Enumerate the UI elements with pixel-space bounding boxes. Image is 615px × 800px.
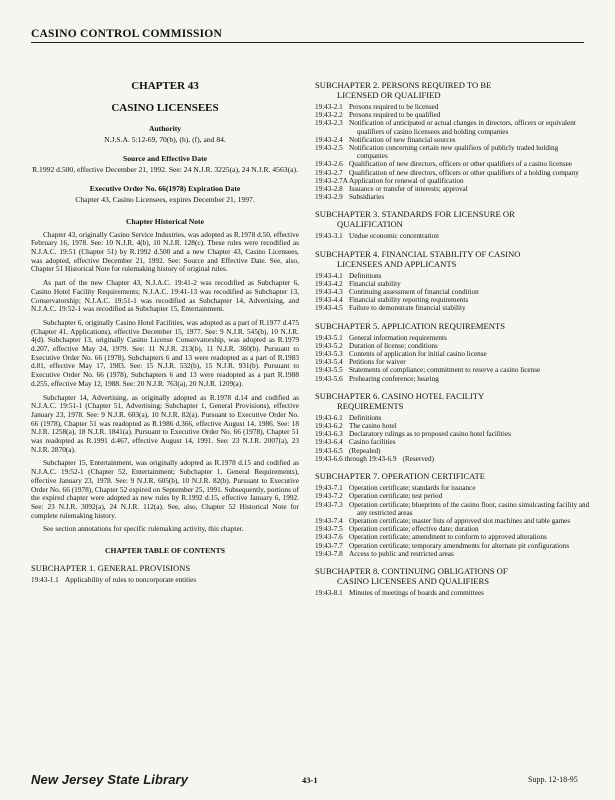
section-list [315, 589, 590, 597]
expiration-heading: Executive Order No. 66(1978) Expiration Date [89, 184, 241, 194]
section-row [315, 525, 590, 533]
section-number: 19:43-7.8 [315, 549, 343, 558]
section-row [315, 232, 590, 240]
section-row [315, 119, 590, 135]
section-number: 19:43-2.4 [315, 135, 343, 144]
subchapter-heading-line: SUBCHAPTER 3. STANDARDS FOR LICENSURE OR [315, 209, 515, 220]
section-row [315, 342, 590, 350]
subchapter-heading: SUBCHAPTER 1. GENERAL PROVISIONS [31, 563, 191, 574]
section-title: (Reserved) [402, 454, 434, 463]
section-title: (Repealed) [349, 446, 381, 455]
section-number: 19:43-4.3 [315, 288, 343, 297]
authority-heading: Authority [148, 124, 182, 133]
section-row [315, 550, 590, 558]
section-number: 19:43-1.1 [31, 576, 59, 585]
section-title: Access to public and restricted areas [349, 549, 454, 558]
source-heading: Source and Effective Date [122, 154, 207, 164]
section-title: Continuing assessment of financial condition [349, 288, 479, 297]
expiration-text: Chapter 43, Casino Licensees, expires December 21, 1997. [75, 195, 255, 205]
section-row [315, 350, 590, 358]
section-title: Duration of license; conditions [349, 341, 438, 350]
section-title: Persons required to be qualified [349, 111, 441, 120]
section-row [315, 136, 590, 144]
subchapter-heading [315, 321, 590, 331]
library-stamp: New Jersey State Library [31, 772, 189, 787]
subchapter-heading [315, 209, 590, 229]
left-column [31, 74, 299, 584]
section-row [315, 358, 590, 366]
section-number: 19:43-5.6 [315, 374, 343, 383]
section-title: Applicability of rules to noncorporate entities [65, 576, 197, 585]
section-row [315, 177, 590, 185]
subchapter-heading-line: SUBCHAPTER 5. APPLICATION REQUIREMENTS [315, 320, 506, 331]
section-title: Minutes of meetings of boards and committees [349, 588, 484, 597]
section-row [315, 517, 590, 525]
section-title: Operation certificate; master lists of approved slot machines and table games [349, 516, 571, 525]
subchapter-heading-line: REQUIREMENTS [337, 400, 404, 411]
section-row [315, 375, 590, 383]
section-number: 19:43-2.9 [315, 193, 343, 202]
section-title: Operation certificate; temporary amendments for alternate pit configurations [349, 541, 570, 550]
section-title: Undue economic concentration [349, 232, 439, 241]
historical-paragraph: Subchapter 15, Entertainment, was originally adopted as R.1978 d.15 and codified as N.J.A.C. 19:52-1 (Chapter 52, Entertainment; Subchapter 1, General Requirements), effective January 23, 1978. See: 9 N.J.R. 605(b), 10 N.J.R. 82(b). Pursuant to Executive Order No. 66 (1978), Chapter 52 expired on September 25, 1991. Subsequently, portions of the expired chapter were adopted as new rules by R.1992 d.15, effective January 6, 1992. See: 23 N.J.R. 3092(a), 24 N.J.R. 112(a). See, also, Chapter 52 Historical Note for complete rulemaking history. [31, 458, 299, 520]
subchapter-heading-line: SUBCHAPTER 4. FINANCIAL STABILITY OF CASINO [315, 248, 521, 259]
subchapter-heading-line: LICENSED OR QUALIFIED [337, 90, 441, 100]
subchapter-heading-line: SUBCHAPTER 2. PERSONS REQUIRED TO BE [315, 80, 492, 90]
section-title: Financial stability reporting requirements [349, 296, 469, 305]
section-list [315, 103, 590, 201]
section-row [315, 438, 590, 446]
section-number: 19:43-7.4 [315, 516, 343, 525]
section-number: 19:43-7.6 [315, 533, 343, 542]
section-title: Subsidiaries [349, 193, 385, 202]
section-row [315, 447, 590, 455]
section-row [315, 455, 590, 463]
section-number: 19:43-7.7 [315, 541, 343, 550]
section-row [315, 334, 590, 342]
section-title: Petitions for waiver [349, 358, 406, 367]
section-list [315, 334, 590, 383]
section-number: 19:43-2.5 [315, 144, 343, 153]
section-number: 19:43-4.1 [315, 271, 343, 280]
section-number: 19:43-2.8 [315, 185, 343, 194]
section-number: 19:43-5.1 [315, 333, 343, 342]
section-number: 19:43-4.4 [315, 296, 343, 305]
section-list [315, 232, 590, 240]
section-title: Definitions [349, 413, 382, 422]
section-list [315, 272, 590, 313]
historical-paragraph: Chapter 43, originally Casino Service Industries, was adopted as R.1978 d.50, effective February 16, 1978. See: 10 N.J.R. 4(b), 10 N.J.R. 128(c). These rules were recodified as N.J.A.C. 19:51 (Chapter 51) by R.1992 d.500 and a new Chapter 43, Casino Licensees, was adopted, effective December 21, 1992. See: Source and Effective Date. See, also, Chapter 51 Historical Note for rulemaking history of original rules. [31, 229, 299, 274]
section-row [31, 576, 299, 584]
historical-paragraph: Subchapter 14, Advertising, as originally adopted as R.1978 d.14 and codified as N.J.A.C. 19:51-1 (Chapter 51, Advertising; Subchapter 1, General Provisions), effective January 23, 1978. See: 9 N.J.R. 603(a), 10 N.J.R. 82(a). Pursuant to Executive Order No. 66 (1978), Chapter 51 was readopted as R.1986 d.366, effective August 14, 1986. See: 18 N.J.R. 1258(a), 18 N.J.R. 1841(a). Pursuant to Executive Order No. 66 (1978), Chapter 51 was readopted as R.1991 d.467, effective August 14, 1991. See: 23 N.J.R. 2007(a), 23 N.J.R. 2870(a). [31, 392, 299, 454]
section-number: 19:43-6.5 [315, 446, 343, 455]
section-title: Notification of new financial sources [349, 135, 456, 144]
subchapter-heading-line: SUBCHAPTER 6. CASINO HOTEL FACILITY [315, 390, 485, 401]
subchapter-heading-line: QUALIFICATION [337, 219, 403, 230]
historical-paragraph: As part of the new Chapter 43, N.J.A.C. 19:41-2 was recodified as Subchapter 6, Casino Hotel Facility Requirements; N.J.A.C. 19:41-13 was recodified as Subchapter 13, Conservatorship; N.J.A.C. 19:51-1 was recodified as Subchapter 14, Advertising, and N.J.A.C. 19:52-1 was recodified as Subchapter 15, Entertainment. [31, 278, 299, 314]
section-title: Prehearing conference; hearing [349, 374, 439, 383]
authority-text: N.J.S.A. 5:12-69, 70(b), (h), (f), and 84. [104, 135, 226, 144]
section-row [315, 484, 590, 492]
section-title: Application for renewal of qualification [349, 176, 464, 185]
subchapter-heading-line: LICENSEES AND APPLICANTS [337, 258, 457, 269]
section-row [315, 111, 590, 119]
section-title: Operation certificate; amendment to conform to approved alterations [349, 533, 547, 542]
section-row [315, 160, 590, 168]
section-title: Operation certificate; test period [349, 492, 443, 501]
section-title: Issuance or transfer of interests; approval [349, 185, 468, 194]
section-row [315, 492, 590, 500]
section-title: General information requirements [349, 333, 447, 342]
section-number: 19:43-6.3 [315, 430, 343, 439]
section-title: Declaratory rulings as to proposed casino hotel facilities [349, 430, 511, 439]
section-number: 19:43-5.2 [315, 341, 343, 350]
historical-note-heading: Chapter Historical Note [126, 216, 204, 226]
subchapter-heading [315, 566, 590, 586]
subchapter-heading-line: SUBCHAPTER 7. OPERATION CERTIFICATE [315, 471, 485, 482]
section-title: Statements of compliance; commitment to reserve a casino license [349, 366, 541, 375]
section-number: 19:43-4.5 [315, 304, 343, 313]
subchapter-heading [315, 249, 590, 269]
section-row [315, 589, 590, 597]
section-row [315, 542, 590, 550]
section-row [315, 501, 590, 517]
section-row [315, 280, 590, 288]
section-number: 19:43-2.7 [315, 168, 343, 177]
subchapter-heading [315, 391, 590, 411]
section-number: 19:43-2.7A [315, 176, 348, 185]
section-title: Casino facilities [349, 438, 396, 447]
section-number: 19:43-5.5 [315, 366, 343, 375]
section-number: 19:43-7.3 [315, 500, 343, 509]
section-list [31, 576, 299, 584]
section-title: Operation certificate; effective date; duration [349, 525, 479, 534]
section-title: Qualification of new directors, officers or other qualifiers of a holding company [349, 168, 579, 177]
section-number: 19:43-6.1 [315, 413, 343, 422]
section-row [315, 422, 590, 430]
source-text: R.1992 d.500, effective December 21, 1992. See: 24 N.J.R. 3225(a), 24 N.J.R. 4563(a). [32, 165, 298, 175]
section-number: 19:43-7.1 [315, 484, 343, 493]
section-row [315, 103, 590, 111]
supplement-date: Supp. 12-18-95 [528, 775, 578, 784]
running-head: CASINO CONTROL COMMISSION [31, 28, 584, 43]
section-title: Notification of anticipated or actual changes in directors, officers or equivalent qualifiers of casino licensees and holding companies [349, 119, 576, 136]
right-column [315, 74, 590, 597]
historical-paragraph: Subchapter 6, originally Casino Hotel Facilities, was adopted as a part of R.1977 d.475 (Chapter 41, Applications), effective December 15, 1977. See: 9 N.J.R. 545(b), 10 N.J.R. 4(d). Subchapter 13, originally Casino License Conservatorship, was adopted as R.1979 d.207, effective May 24, 1979. See: 11 N.J.R. 213(b), 11 N.J.R. 360(b). Pursuant to Executive Order No. 66 (1978), Subchapters 6 and 13 were readopted as a part of R.1983 d.81, effective May 17, 1983. See: 15 N.J.R. 532(b), 15 N.J.R. 931(b). Pursuant to Executive Order No. 66 (1978), Subchapters 6 and 13 were readopted as a part R.1988 d.255, effective May 12, 1988. See: 20 N.J.R. 763(a), 20 N.J.R. 1209(a). [31, 317, 299, 388]
section-number: 19:43-5.3 [315, 350, 343, 359]
section-number: 19:43-5.4 [315, 358, 343, 367]
section-title: Financial stability [349, 279, 401, 288]
section-row [315, 430, 590, 438]
section-number: 19:43-2.6 [315, 160, 343, 169]
historical-paragraph: See section annotations for specific rulemaking activity, this chapter. [43, 524, 244, 534]
section-number: 19:43-8.1 [315, 588, 343, 597]
section-number: 19:43-2.3 [315, 119, 343, 128]
section-title: Qualification of new directors, officers or other qualifiers of a casino licensee [349, 160, 572, 169]
chapter-title: CASINO LICENSEES [111, 102, 219, 114]
subchapter-heading [315, 80, 590, 100]
section-title: Failure to demonstrate financial stability [349, 304, 466, 313]
section-row [315, 185, 590, 193]
page-number: 43-1 [302, 775, 318, 785]
section-row [315, 296, 590, 304]
section-title: Contents of application for initial casino license [349, 350, 487, 359]
section-row [315, 272, 590, 280]
section-row [315, 533, 590, 541]
section-row [315, 304, 590, 312]
section-title: Notification concerning certain new qualifiers of publicly traded holding companies [349, 144, 559, 161]
section-number: 19:43-4.2 [315, 279, 343, 288]
section-row [315, 169, 590, 177]
subchapter-heading-line: SUBCHAPTER 8. CONTINUING OBLIGATIONS OF [315, 565, 508, 576]
section-number: 19:43-2.1 [315, 103, 343, 111]
section-number: 19:43-6.6 through 19:43-6.9 [315, 454, 397, 463]
section-title: Definitions [349, 271, 382, 280]
section-row [315, 193, 590, 201]
section-number: 19:43-6.2 [315, 422, 343, 431]
section-number: 19:43-6.4 [315, 438, 343, 447]
subchapter-heading [315, 471, 590, 481]
section-number: 19:43-7.2 [315, 492, 343, 501]
section-title: The casino hotel [349, 422, 397, 431]
section-number: 19:43-7.5 [315, 525, 343, 534]
section-list [315, 414, 590, 463]
section-row [315, 414, 590, 422]
section-row [315, 366, 590, 374]
chapter-number: CHAPTER 43 [131, 80, 199, 92]
section-number: 19:43-3.1 [315, 232, 343, 241]
section-title: Operation certificate; standards for issuance [349, 484, 476, 493]
section-number: 19:43-2.2 [315, 111, 343, 120]
section-list [315, 484, 590, 558]
toc-heading: CHAPTER TABLE OF CONTENTS [105, 546, 225, 556]
subchapter-heading-line: CASINO LICENSEES AND QUALIFIERS [337, 575, 490, 586]
section-row [315, 144, 590, 160]
section-title: Persons required to be licensed [349, 103, 439, 111]
section-title: Operation certificate; blueprints of the casino floor, casino simulcasting facility and any restricted areas [349, 500, 590, 517]
section-row [315, 288, 590, 296]
